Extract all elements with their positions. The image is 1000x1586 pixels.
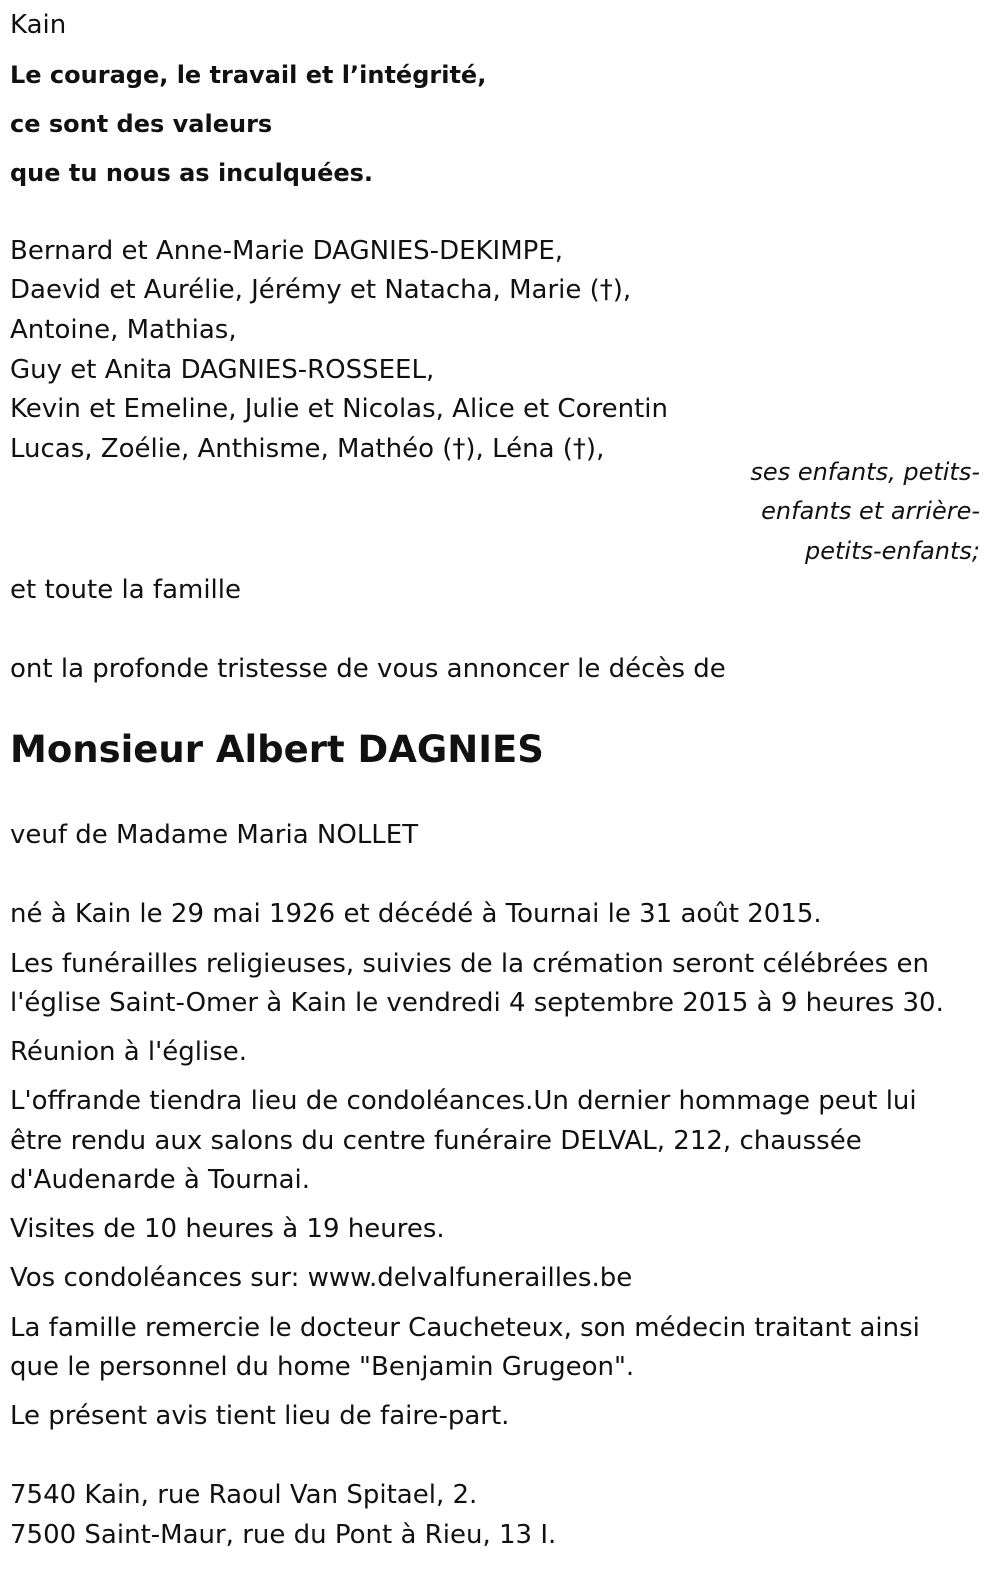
family-line-3: Antoine, Mathias,	[10, 315, 237, 345]
family-line-4: Guy et Anita DAGNIES-ROSSEEL,	[10, 355, 435, 385]
notice: Le présent avis tient lieu de faire-part.	[10, 1401, 510, 1431]
funeral-line-1: Les funérailles religieuses, suivies de la crémation seront célébrées en	[10, 949, 929, 979]
family-line-5: Kevin et Emeline, Julie et Nicolas, Alice et Corentin	[10, 394, 668, 424]
widower-of: veuf de Madame Maria NOLLET	[10, 820, 419, 850]
whole-family: et toute la famille	[10, 575, 241, 605]
birth-death: né à Kain le 29 mai 1926 et décédé à Tournai le 31 août 2015.	[10, 899, 822, 929]
condolences-website: Vos condoléances sur: www.delvalfunerailles.be	[10, 1263, 633, 1293]
location-heading: Kain	[10, 10, 67, 40]
address-2: 7500 Saint-Maur, rue du Pont à Rieu, 13 I.	[10, 1520, 557, 1550]
relation-line-3: petits-enfants;	[805, 537, 980, 565]
offering-line-2: être rendu aux salons du centre funéraire DELVAL, 212, chaussée	[10, 1126, 862, 1156]
offering-line-3: d'Audenarde à Tournai.	[10, 1165, 311, 1195]
offering-line-1: L'offrande tiendra lieu de condoléances.Un dernier hommage peut lui	[10, 1086, 917, 1116]
deceased-name: Monsieur Albert DAGNIES	[10, 728, 544, 771]
motto-line-3: que tu nous as inculquées.	[10, 159, 374, 187]
visits: Visites de 10 heures à 19 heures.	[10, 1214, 445, 1244]
gathering: Réunion à l'église.	[10, 1037, 248, 1067]
relation-line-2: enfants et arrière-	[761, 497, 980, 525]
family-line-1: Bernard et Anne-Marie DAGNIES-DEKIMPE,	[10, 236, 564, 266]
thanks-line-1: La famille remercie le docteur Caucheteux, son médecin traitant ainsi	[10, 1313, 920, 1343]
motto-line-1: Le courage, le travail et l’intégrité,	[10, 61, 487, 89]
motto-line-2: ce sont des valeurs	[10, 110, 273, 138]
announcement: ont la profonde tristesse de vous annoncer le décès de	[10, 654, 726, 684]
thanks-line-2: que le personnel du home "Benjamin Grugeon".	[10, 1352, 635, 1382]
address-1: 7540 Kain, rue Raoul Van Spitael, 2.	[10, 1480, 478, 1510]
relation-line-1: ses enfants, petits-	[750, 458, 980, 486]
family-line-2: Daevid et Aurélie, Jérémy et Natacha, Marie (†),	[10, 275, 632, 305]
funeral-line-2: l'église Saint-Omer à Kain le vendredi 4 septembre 2015 à 9 heures 30.	[10, 988, 944, 1018]
family-line-6: Lucas, Zoélie, Anthisme, Mathéo (†), Léna (†),	[10, 434, 605, 464]
